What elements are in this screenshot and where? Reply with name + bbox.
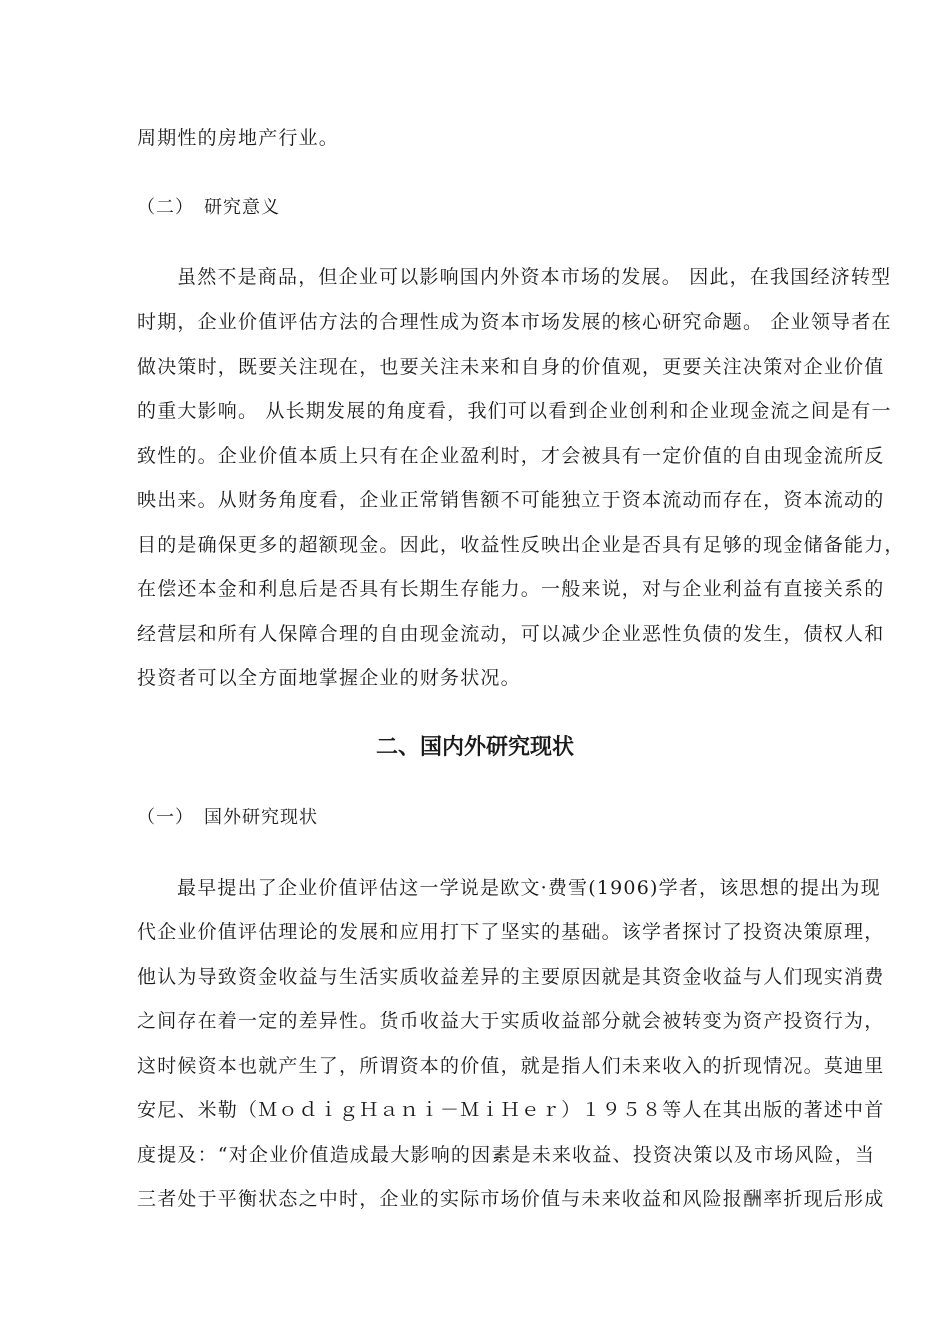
paragraph-line: 代企业价值评估理论的发展和应用打下了坚实的基础。该学者探讨了投资决策原理， (137, 921, 885, 943)
lead-line: 周期性的房地产行业。 (137, 127, 340, 149)
paragraph-line: 安尼、米勒（ＭｏｄｉｇＨａｎｉ－ＭｉＨｅｒ）１９５８等人在其出版的著述中首 (137, 1099, 885, 1121)
paragraph-line: 做决策时，既要关注现在，也要关注未来和自身的价值观，更要关注决策对企业价值 (137, 356, 885, 378)
paragraph-line: 的重大影响。 从长期发展的角度看，我们可以看到企业创利和企业现金流之间是有一 (137, 400, 892, 422)
paragraph-line: 目的是确保更多的超额现金。因此，收益性反映出企业是否具有足够的现金储备能力， (137, 534, 905, 556)
paragraph-line: 他认为导致资金收益与生活实质收益差异的主要原因就是其资金收益与人们现实消费 (137, 966, 885, 988)
paragraph-line: 最早提出了企业价值评估这一学说是欧文·费雪(1906)学者，该思想的提出为现 (177, 877, 881, 899)
paragraph-line: 在偿还本金和利息后是否具有长期生存能力。一般来说，对与企业利益有直接关系的 (137, 578, 885, 600)
paragraph-line: 之间存在着一定的差异性。货币收益大于实质收益部分就会被转变为资产投资行为， (137, 1010, 885, 1032)
paragraph-line: 度提及：“对企业价值造成最大影响的因素是未来收益、投资决策以及市场风险，当 (137, 1144, 876, 1166)
paragraph-line: 三者处于平衡状态之中时，企业的实际市场价值与未来收益和风险报酬率折现后形成 (137, 1188, 885, 1210)
chapter-heading: 二、国内外研究现状 (375, 735, 574, 760)
paragraph-line: 时期，企业价值评估方法的合理性成为资本市场发展的核心研究命题。 企业领导者在 (137, 311, 892, 333)
paragraph-line: 经营层和所有人保障合理的自由现金流动，可以减少企业恶性负债的发生，债权人和 (137, 623, 885, 645)
paragraph-line: 这时候资本也就产生了，所谓资本的价值，就是指人们未来收入的折现情况。莫迪里 (137, 1055, 885, 1077)
section-heading-significance: （二） 研究意义 (137, 197, 280, 218)
paragraph-line: 投资者可以全方面地掌握企业的财务状况。 (137, 667, 521, 689)
paragraph-line: 虽然不是商品，但企业可以影响国内外资本市场的发展。 因此，在我国经济转型 (177, 266, 892, 288)
paragraph-line: 致性的。企业价值本质上只有在企业盈利时，才会被具有一定价值的自由现金流所反 (137, 445, 885, 467)
section-heading-foreign: （一） 国外研究现状 (137, 807, 318, 828)
paragraph-line: 映出来。从财务角度看，企业正常销售额不可能独立于资本流动而存在，资本流动的 (137, 489, 885, 511)
